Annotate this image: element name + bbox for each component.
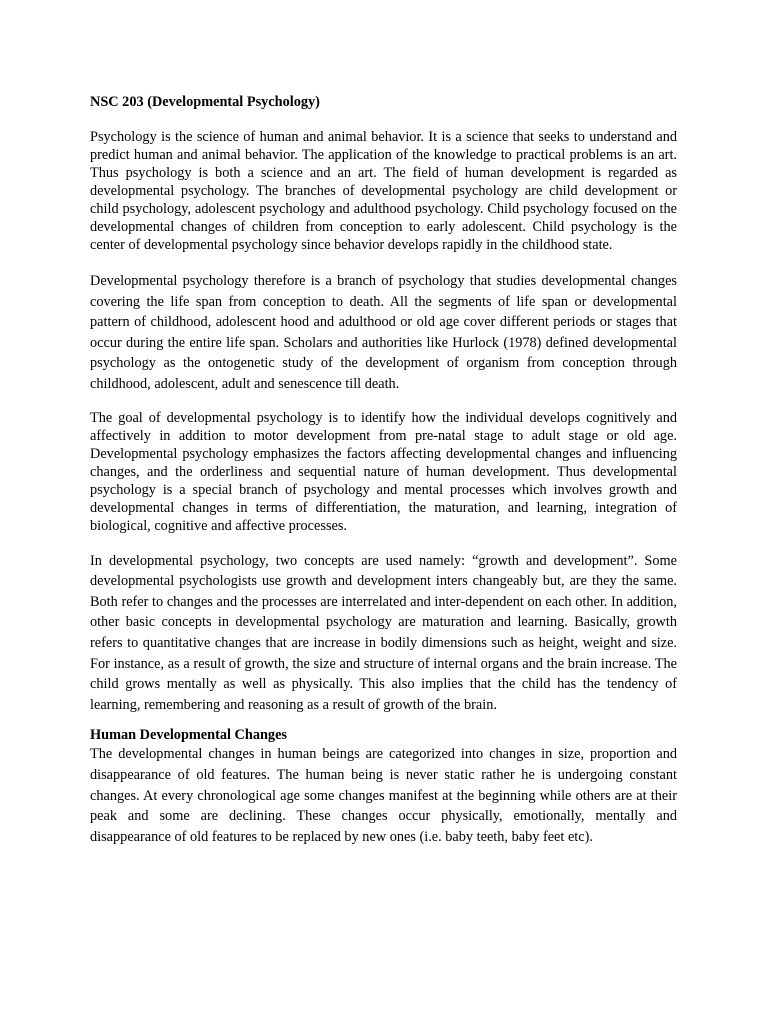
document-title: NSC 203 (Developmental Psychology) (90, 94, 320, 110)
paragraph-changes: The developmental changes in human beings are categorized into changes in size, proportion and disappearance of old features. The human being is never static rather he is undergoing constant changes. At every chronological age some changes manifest at the beginning while others are at their peak and some are declining. These changes occur physically, emotionally, mentally and disappearance of old features to be replaced by new ones (i.e. baby teeth, baby feet etc). (90, 746, 677, 845)
paragraph-definition: Developmental psychology therefore is a branch of psychology that studies developmental changes covering the life span from conception to death. All the segments of life span or developmental pattern of childhood, adolescent hood and adulthood or old age cover different periods or stages that occur during the entire life span. Scholars and authorities like Hurlock (1978) defined developmental psychology as the ontogenetic study of the development of organism from conception through childhood, adolescent, adult and senescence till death. (90, 273, 677, 392)
paragraph-intro: Psychology is the science of human and animal behavior. It is a science that seeks to understand and predict human and animal behavior. The application of the knowledge to practical problems is an art. Thus psychology is both a science and an art. The field of human development is regarded as developmental psychology. The branches of developmental psychology are child development or child psychology, adolescent psychology and adulthood psychology. Child psychology focused on the developmental changes of children from conception to early adolescent. Child psychology is the center of developmental psychology since behavior develops rapidly in the childhood state. (90, 129, 677, 253)
document-page (90, 93, 677, 847)
section-heading: Human Developmental Changes (90, 727, 287, 744)
paragraph-concepts: In developmental psychology, two concepts are used namely: “growth and development”. Some developmental psychologists use growth and development inters changeably but, are they the same. Both refer to changes and the processes are interrelated and inter-dependent on each other. In addition, other basic concepts in developmental psychology are maturation and learning. Basically, growth refers to quantitative changes that are increase in bodily dimensions such as height, weight and size. For instance, as a result of growth, the size and structure of internal organs and the brain increase. The child grows mentally as well as physically. This also implies that the child has the tendency of learning, remembering and reasoning as a result of growth of the brain. (90, 552, 677, 713)
paragraph-goal: The goal of developmental psychology is to identify how the individual develops cognitively and affectively in addition to motor development from pre-natal stage to adult stage or old age. Developmental psychology emphasizes the factors affecting developmental changes and influencing changes, and the orderliness and sequential nature of human development. Thus developmental psychology is a special branch of psychology and mental processes which involves growth and developmental changes in terms of differentiation, the maturation, and learning, integration of biological, cognitive and affective processes. (90, 409, 677, 534)
